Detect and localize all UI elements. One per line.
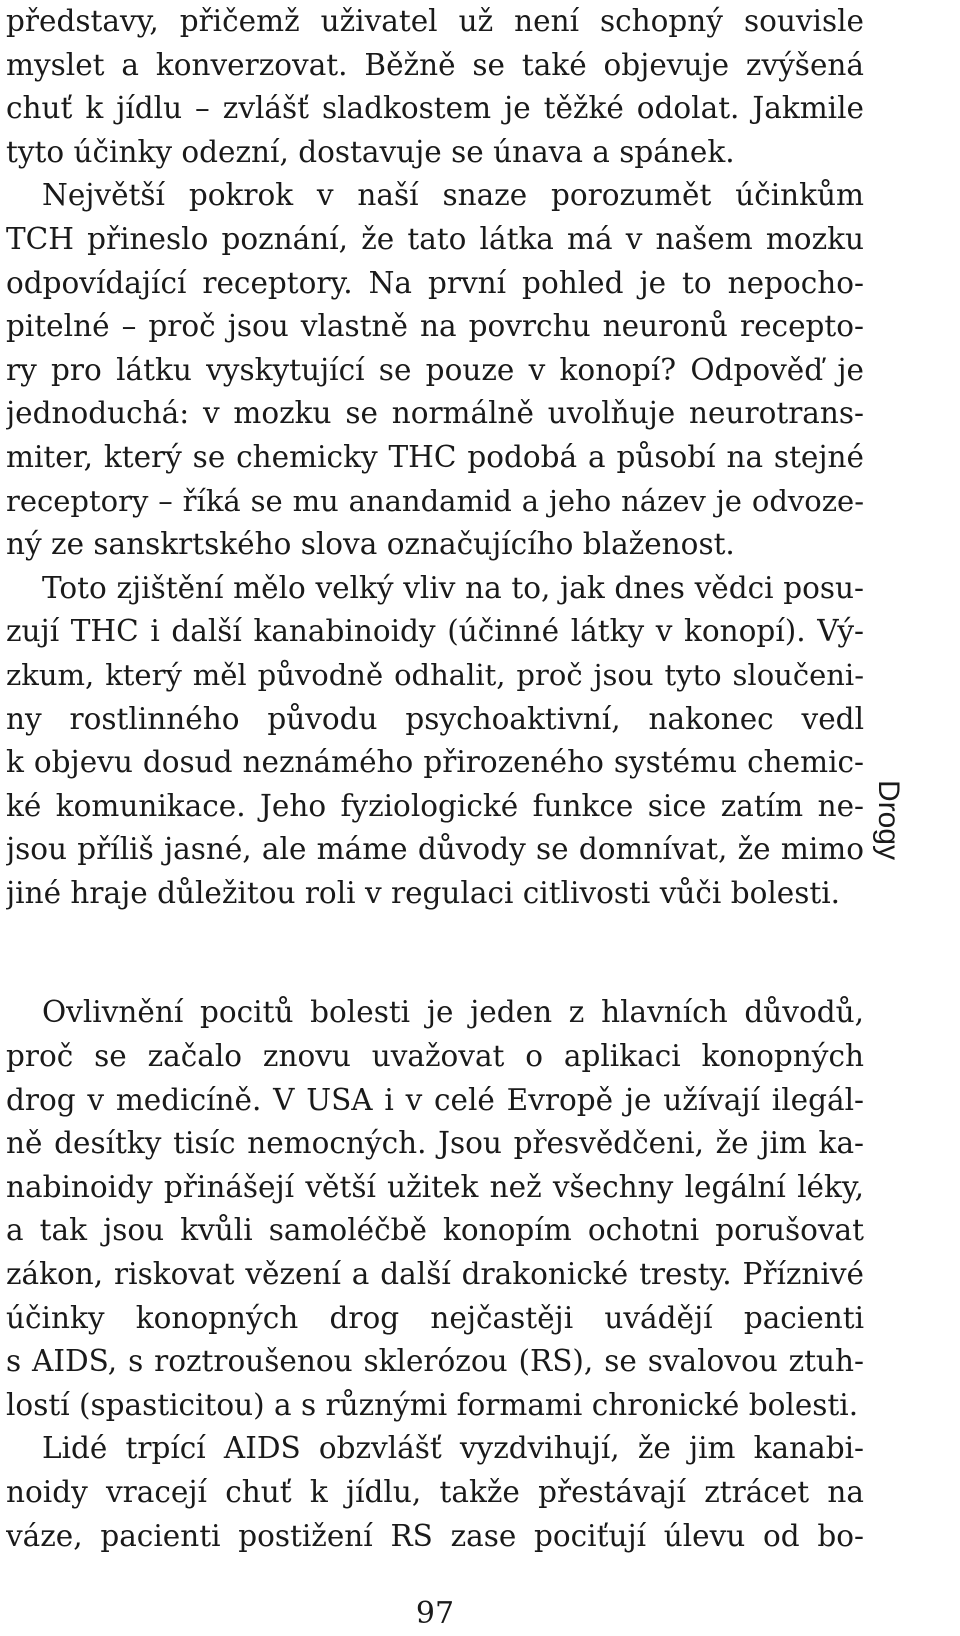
paragraph-3 [6,567,864,916]
paragraph-5 [6,1427,864,1558]
text-line: k objevu dosud neznámého přirozeného systému chemic- [6,745,864,780]
text-line: tyto účinky odezní, dostavuje se únava a spánek. [6,134,735,169]
page-body [6,0,864,1558]
paragraph-2 [6,174,864,566]
text-line: nabinoidy přinášejí větší užitek než všechny legální léky, [6,1169,864,1204]
text-line: ny rostlinného původu psychoaktivní, nakonec vedl [6,701,864,736]
text-line: účinky konopných drog nejčastěji uvádějí pacienti [6,1300,864,1335]
section-gap [6,915,864,991]
text-line: zují THC i další kanabinoidy (účinné látky v konopí). Vý- [6,614,864,649]
text-line: Největší pokrok v naší snaze porozumět účinkům [42,178,864,213]
page-number: 97 [415,1596,455,1631]
text-line: váze, pacienti postižení RS zase pociťují úlevu od bo- [6,1518,864,1553]
text-line: ry pro látku vyskytující se pouze v konopí? Odpověď je [6,352,864,387]
text-line: Lidé trpící AIDS obzvlášť vyzdvihují, že jim kanabi- [42,1431,864,1466]
text-line: jednoduchá: v mozku se normálně uvolňuje neurotrans- [6,396,864,431]
text-line: s AIDS, s roztroušenou sklerózou (RS), se svalovou ztuh- [6,1344,864,1379]
text-line: odpovídající receptory. Na první pohled je to nepocho- [6,265,864,300]
text-line: pitelné – proč jsou vlastně na povrchu neuronů recepto- [6,309,864,344]
text-line: miter, který se chemicky THC podobá a působí na stejné [6,439,864,474]
text-line: a tak jsou kvůli samoléčbě konopím ochotni porušovat [6,1213,864,1248]
text-line: noidy vracejí chuť k jídlu, takže přestávají ztrácet na [6,1475,864,1509]
text-line: drog v medicíně. V USA i v celé Evropě je užívají ilegál- [6,1082,864,1117]
text-line: chuť k jídlu – zvlášť sladkostem je těžké odolat. Jakmile [6,91,864,126]
text-line: TCH přineslo poznání, že tato látka má v našem mozku [6,221,864,256]
text-line: představy, přičemž uživatel už není schopný souvisle [6,4,864,38]
text-line: ný ze sanskrtského slova označujícího blaženost. [6,527,735,562]
text-line: jsou příliš jasné, ale máme důvody se domnívat, že mimo [6,832,864,867]
text-line: ké komunikace. Jeho fyziologické funkce sice zatím ne- [6,788,864,823]
text-line: proč se začalo znovu uvažovat o aplikaci konopných [6,1039,864,1074]
text-line: zkum, který měl původně odhalit, proč jsou tyto sloučeni- [6,657,864,692]
text-line: Toto zjištění mělo velký vliv na to, jak dnes vědci posu- [42,570,864,605]
text-line: zákon, riskovat vězení a další drakonické tresty. Příznivé [6,1257,864,1292]
text-line: lostí (spasticitou) a s různými formami chronické bolesti. [6,1387,859,1422]
section-side-label: Drogy [872,779,905,861]
paragraph-1 [6,0,864,174]
text-line: receptory – říká se mu anandamid a jeho název je odvoze- [6,483,864,518]
text-line: Ovlivnění pocitů bolesti je jeden z hlavních důvodů, [42,995,864,1030]
text-line: ně desítky tisíc nemocných. Jsou přesvědčeni, že jim ka- [6,1126,864,1161]
text-line: jiné hraje důležitou roli v regulaci citlivosti vůči bolesti. [6,875,841,910]
text-line: myslet a konverzovat. Běžně se také objevuje zvýšená [6,47,864,82]
paragraph-4 [6,991,864,1427]
